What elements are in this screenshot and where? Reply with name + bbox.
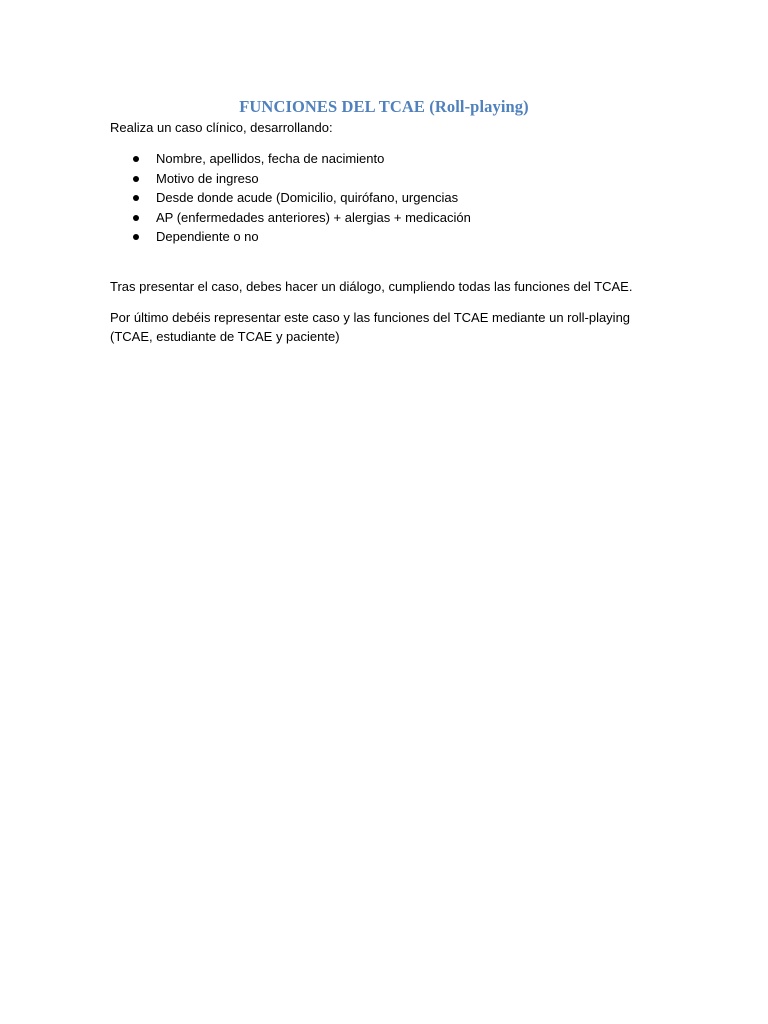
instruction-paragraph: Tras presentar el caso, debes hacer un diálogo, cumpliendo todas las funciones del TCAE. — [110, 279, 633, 294]
roleplay-paragraph: Por último debéis representar este caso y las funciones del TCAE mediante un roll-playing (TCAE, estudiante de TCAE y paciente) — [110, 310, 631, 344]
list-item — [110, 228, 471, 248]
list-item-text: Desde donde acude (Domicilio, quirófano, urgencias — [156, 190, 459, 206]
list-item — [110, 150, 471, 170]
list-item — [110, 189, 471, 209]
list-item-text: Nombre, apellidos, fecha de nacimiento — [156, 151, 385, 166]
bullet-icon — [133, 215, 139, 221]
list-item-text: Motivo de ingreso — [156, 170, 259, 186]
intro-text: Realiza un caso clínico, desarrollando: — [110, 120, 333, 135]
list-item-text: Dependiente o no — [156, 229, 259, 245]
bullet-icon — [133, 195, 139, 201]
list-item — [110, 209, 471, 229]
list-item-text: AP (enfermedades anteriores) + alergias + medicación — [156, 209, 471, 225]
bullet-icon — [133, 176, 139, 182]
requirements-list — [110, 150, 471, 248]
list-item — [110, 170, 471, 190]
bullet-icon — [133, 234, 139, 240]
bullet-icon — [133, 156, 139, 162]
document-title: FUNCIONES DEL TCAE (Roll-playing) — [239, 97, 529, 116]
